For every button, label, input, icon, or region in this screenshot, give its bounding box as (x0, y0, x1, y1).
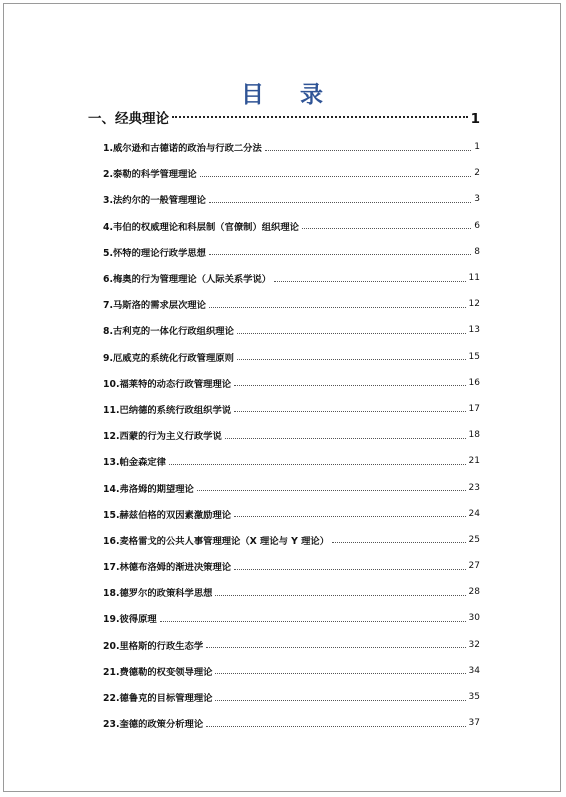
toc-entry-label: 23.奎德的政策分析理论 (103, 719, 204, 731)
toc-entry-page: 15 (468, 351, 480, 362)
toc-entry-label: 18.德罗尔的政策科学思想 (103, 588, 213, 600)
toc-section-heading[interactable] (88, 107, 480, 127)
toc-entry-page: 25 (468, 534, 480, 545)
toc-entry[interactable] (103, 186, 480, 212)
toc-leader-dots (209, 254, 471, 255)
toc-leader-dots (209, 202, 471, 203)
toc-entry-label: 17.林德布洛姆的渐进决策理论 (103, 562, 232, 574)
toc-entry-page: 27 (468, 561, 480, 572)
page-title: 目 录 (240, 82, 337, 108)
toc-leader-dots (234, 385, 466, 386)
toc-entry-label: 8.古利克的一体化行政组织理论 (103, 326, 234, 338)
toc-entry-page: 1 (474, 142, 480, 153)
toc-entry-label: 21.费德勒的权变领导理论 (103, 666, 213, 678)
toc-entry[interactable] (103, 396, 480, 422)
toc-entry-label: 11.巴纳德的系统行政组织学说 (103, 404, 232, 416)
toc-leader-dots (200, 176, 472, 177)
toc-section-label: 一、经典理论 (88, 111, 169, 127)
toc-leader-dots (206, 726, 465, 727)
toc-entry-label: 13.帕金森定律 (103, 457, 166, 469)
toc-entry-page: 34 (468, 665, 480, 676)
toc-entry-page: 16 (468, 377, 480, 388)
toc-leader-dots (274, 281, 465, 282)
toc-leader-dots (237, 333, 466, 334)
toc-leader-dots (197, 490, 466, 491)
toc-entry[interactable] (103, 160, 480, 186)
toc-entry-label: 20.里格斯的行政生态学 (103, 640, 204, 652)
toc-entry[interactable] (103, 134, 480, 160)
toc-entry[interactable] (103, 710, 480, 736)
toc-entry-label: 5.怀特的理论行政学思想 (103, 247, 206, 259)
toc-entry[interactable] (103, 527, 480, 553)
toc-leader-dots (172, 116, 468, 118)
toc-entry-page: 8 (474, 246, 480, 257)
toc-entry[interactable] (103, 684, 480, 710)
toc-entry-label: 10.福莱特的动态行政管理理论 (103, 378, 232, 390)
toc-entry-label: 6.梅奥的行为管理理论（人际关系学说） (103, 274, 272, 286)
toc-leader-dots (234, 569, 466, 570)
toc-entry-label: 14.弗洛姆的期望理论 (103, 483, 194, 495)
toc-entry-label: 2.泰勒的科学管理理论 (103, 169, 197, 181)
toc-entry-page: 21 (468, 456, 480, 467)
toc-entry[interactable] (103, 213, 480, 239)
toc-entry[interactable] (103, 658, 480, 684)
toc-leader-dots (234, 411, 466, 412)
toc-entry-label: 16.麦格雷戈的公共人事管理理论（X 理论与 Y 理论） (103, 535, 330, 547)
toc-entry-label: 4.韦伯的权威理论和科层制（官僚制）组织理论 (103, 221, 299, 233)
toc-entry[interactable] (103, 579, 480, 605)
toc-entry-page: 11 (468, 273, 480, 284)
toc-entry-label: 1.威尔逊和古德诺的政治与行政二分法 (103, 143, 262, 155)
toc-entry-page: 13 (468, 325, 480, 336)
toc-leader-dots (215, 673, 465, 674)
toc-leader-dots (225, 438, 466, 439)
toc-leader-dots (160, 621, 466, 622)
toc-entry[interactable] (103, 474, 480, 500)
toc-entry-page: 23 (468, 482, 480, 493)
toc-entry[interactable] (103, 344, 480, 370)
toc-entry-label: 3.法约尔的一般管理理论 (103, 195, 206, 207)
toc-entry[interactable] (103, 501, 480, 527)
toc-entry-page: 17 (468, 403, 480, 414)
toc-entry-label: 7.马斯洛的需求层次理论 (103, 300, 206, 312)
toc-entry-page: 12 (468, 299, 480, 310)
toc-entry-page: 6 (474, 220, 480, 231)
toc-entry[interactable] (103, 265, 480, 291)
toc-entry-label: 22.德鲁克的目标管理理论 (103, 693, 213, 705)
toc-leader-dots (237, 359, 466, 360)
toc-entry[interactable] (103, 291, 480, 317)
document-page (3, 3, 561, 792)
toc-entry-page: 3 (474, 194, 480, 205)
toc-entry[interactable] (103, 605, 480, 631)
toc-leader-dots (302, 228, 471, 229)
toc-entry[interactable] (103, 632, 480, 658)
toc-entry-label: 15.赫兹伯格的双因素激励理论 (103, 509, 232, 521)
toc-leader-dots (169, 464, 466, 465)
toc-entry-label: 9.厄威克的系统化行政管理原则 (103, 352, 234, 364)
toc-entry[interactable] (103, 422, 480, 448)
toc-entry-page: 18 (468, 430, 480, 441)
toc-leader-dots (265, 150, 472, 151)
toc-leader-dots (206, 647, 465, 648)
toc-entry-page: 35 (468, 692, 480, 703)
toc-section-page: 1 (470, 111, 480, 127)
toc-entry-list (103, 134, 480, 736)
toc-leader-dots (209, 307, 466, 308)
toc-entry[interactable] (103, 317, 480, 343)
toc-leader-dots (234, 516, 466, 517)
toc-entry[interactable] (103, 370, 480, 396)
toc-entry[interactable] (103, 553, 480, 579)
toc-entry-page: 37 (468, 718, 480, 729)
toc-entry-page: 2 (474, 168, 480, 179)
toc-entry[interactable] (103, 448, 480, 474)
toc-entry-label: 19.彼得原理 (103, 614, 157, 626)
toc-entry-page: 30 (468, 613, 480, 624)
toc-entry-label: 12.西蒙的行为主义行政学说 (103, 431, 222, 443)
toc-entry-page: 24 (468, 508, 480, 519)
toc-entry-page: 28 (468, 587, 480, 598)
toc-entry-page: 32 (468, 639, 480, 650)
toc-entry[interactable] (103, 239, 480, 265)
toc-leader-dots (215, 595, 465, 596)
toc-leader-dots (215, 700, 465, 701)
toc-leader-dots (332, 542, 466, 543)
